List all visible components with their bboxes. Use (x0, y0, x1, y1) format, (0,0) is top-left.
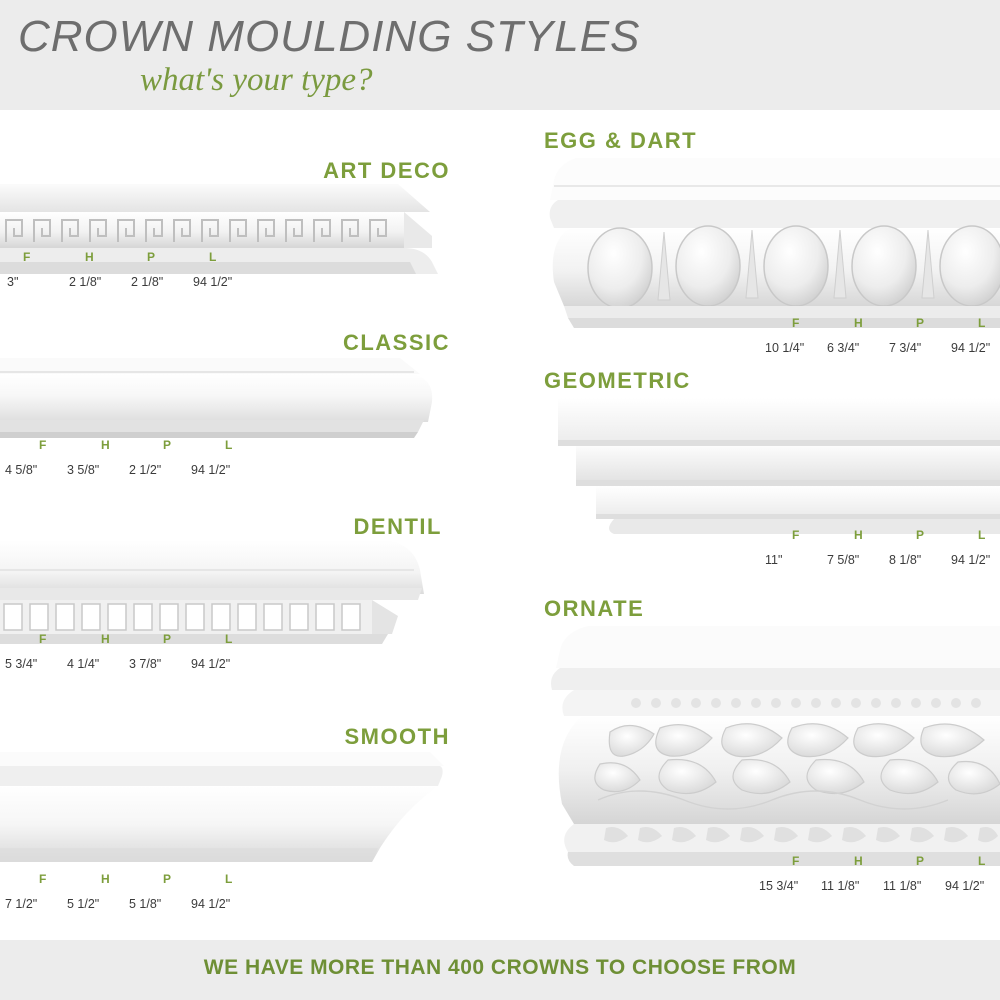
spec-header-h: H (101, 872, 111, 886)
spec-header-f: F (23, 250, 31, 264)
spec-header-p: P (163, 632, 172, 646)
spec-header-h: H (101, 438, 111, 452)
spec-value-p: 5 1/8" (129, 897, 162, 911)
spec-value-l: 94 1/2" (951, 553, 991, 567)
spec-value-h: 6 3/4" (827, 341, 860, 355)
spec-value-h: 3 5/8" (67, 463, 100, 477)
moulding-smooth-illustration (0, 752, 450, 862)
spec-value-h: 2 1/8" (69, 275, 102, 289)
spec-value-row (4, 657, 278, 671)
specs-geometric (765, 528, 1000, 567)
spec-header-l: L (225, 438, 233, 452)
spec-header-row (22, 438, 278, 452)
spec-value-h: 5 1/2" (67, 897, 100, 911)
style-label-dentil: DENTIL (353, 514, 442, 539)
spec-header-p: P (916, 854, 925, 868)
specs-smooth (5, 872, 278, 911)
spec-header-h: H (85, 250, 95, 264)
spec-header-l: L (978, 528, 986, 542)
spec-value-f: 3" (7, 275, 19, 289)
moulding-geometric-illustration (540, 396, 1000, 536)
specs-dentil (5, 632, 278, 671)
spec-value-p: 2 1/8" (131, 275, 164, 289)
spec-header-f: F (39, 632, 47, 646)
spec-value-h: 7 5/8" (827, 553, 860, 567)
spec-header-p: P (916, 528, 925, 542)
spec-header-l: L (209, 250, 217, 264)
spec-value-f: 5 3/4" (5, 657, 38, 671)
style-label-smooth: SMOOTH (344, 724, 450, 749)
specs-classic (5, 438, 278, 477)
moulding-ornate-illustration (540, 624, 1000, 874)
spec-value-f: 10 1/4" (765, 341, 805, 355)
header-banner (0, 0, 1000, 110)
spec-header-h: H (854, 528, 864, 542)
spec-value-f: 15 3/4" (759, 879, 799, 893)
style-label-ornate: ORNATE (544, 596, 645, 621)
spec-value-l: 94 1/2" (191, 463, 231, 477)
spec-value-l: 94 1/2" (191, 897, 231, 911)
spec-value-l: 94 1/2" (945, 879, 985, 893)
spec-header-row (768, 528, 1000, 542)
spec-value-f: 11" (765, 553, 783, 567)
spec-header-f: F (39, 872, 47, 886)
spec-value-p: 3 7/8" (129, 657, 162, 671)
spec-header-f: F (792, 854, 800, 868)
moulding-egg-and-dart-illustration (540, 156, 1000, 336)
spec-header-row (22, 872, 278, 886)
spec-header-row (768, 316, 1000, 330)
footer-banner (0, 940, 1000, 1000)
spec-value-p: 8 1/8" (889, 553, 922, 567)
moulding-classic-illustration (0, 358, 450, 438)
spec-header-h: H (101, 632, 111, 646)
spec-value-row (764, 553, 1000, 567)
spec-header-l: L (225, 872, 233, 886)
spec-header-p: P (916, 316, 925, 330)
spec-header-p: P (163, 438, 172, 452)
spec-value-h: 11 1/8" (821, 879, 860, 893)
specs-ornate (759, 854, 1000, 893)
style-label-egg-and-dart: EGG & DART (544, 128, 698, 153)
spec-value-f: 4 5/8" (5, 463, 38, 477)
style-label-geometric: GEOMETRIC (544, 368, 691, 393)
spec-header-l: L (978, 854, 986, 868)
spec-header-h: H (854, 854, 864, 868)
spec-value-l: 94 1/2" (193, 275, 233, 289)
spec-header-f: F (792, 316, 800, 330)
spec-header-l: L (225, 632, 233, 646)
footer-text: WE HAVE MORE THAN 400 CROWNS TO CHOOSE FROM (203, 956, 797, 979)
spec-value-row (4, 463, 278, 477)
style-label-art-deco: ART DECO (323, 158, 450, 183)
spec-header-f: F (792, 528, 800, 542)
spec-header-h: H (854, 316, 864, 330)
spec-value-h: 4 1/4" (67, 657, 100, 671)
spec-value-p: 7 3/4" (889, 341, 922, 355)
style-label-classic: CLASSIC (342, 330, 450, 355)
spec-value-row (764, 341, 1000, 355)
specs-egg-and-dart (765, 316, 1000, 355)
page-subtitle: what's your type? (140, 62, 373, 98)
spec-value-row (6, 275, 262, 289)
spec-value-row (4, 897, 278, 911)
spec-value-p: 2 1/2" (129, 463, 162, 477)
page-title: CROWN MOULDING STYLES (18, 12, 641, 61)
specs-art-deco (6, 250, 262, 289)
spec-value-l: 94 1/2" (951, 341, 991, 355)
spec-header-p: P (163, 872, 172, 886)
spec-header-p: P (147, 250, 156, 264)
spec-value-row (758, 879, 1000, 893)
spec-header-row (768, 854, 1000, 868)
spec-header-l: L (978, 316, 986, 330)
spec-header-f: F (39, 438, 47, 452)
spec-value-f: 7 1/2" (5, 897, 38, 911)
spec-header-row (22, 632, 278, 646)
spec-header-row (6, 250, 262, 264)
spec-value-l: 94 1/2" (191, 657, 231, 671)
spec-value-p: 11 1/8" (883, 879, 922, 893)
